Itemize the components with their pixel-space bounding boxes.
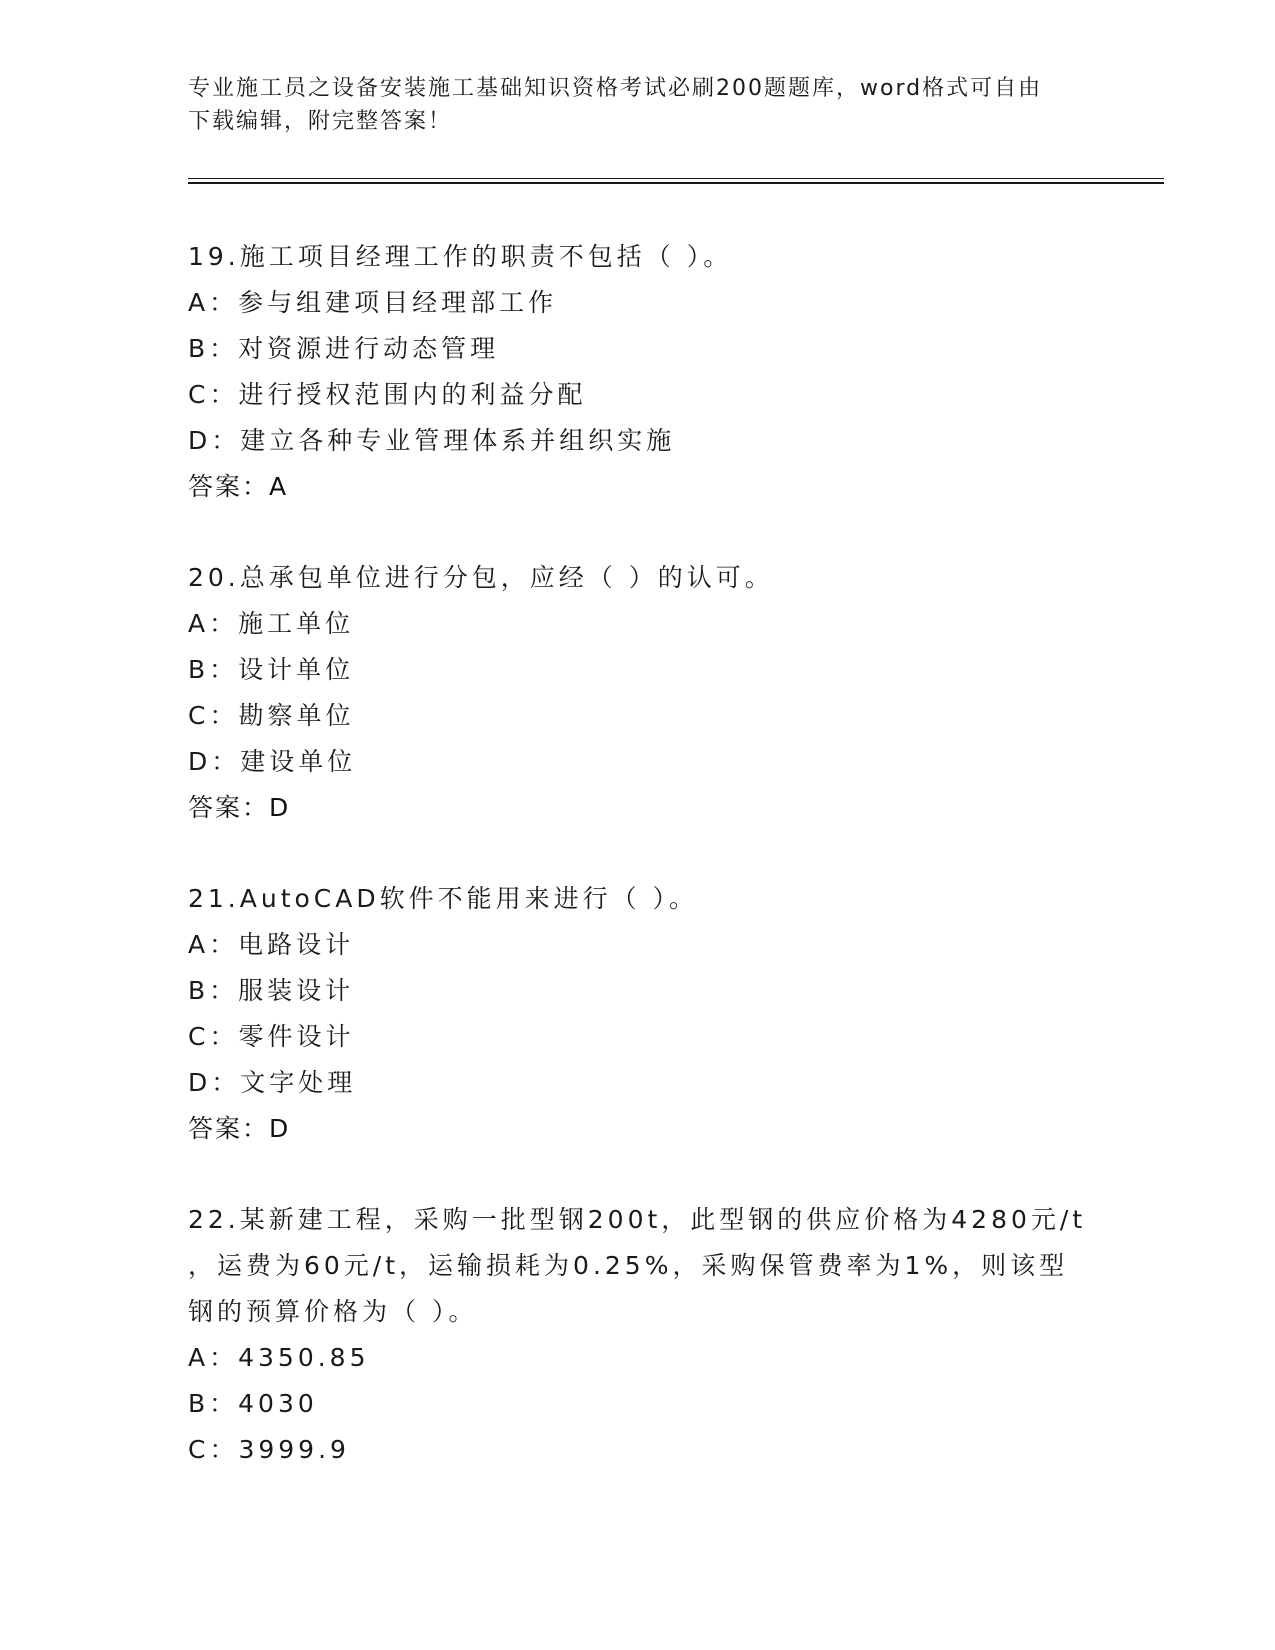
question-19: [188, 234, 1088, 510]
question-stem-line-2: ，运费为60元/t，运输损耗为0.25%，采购保管费率为1%，则该型: [188, 1251, 1069, 1280]
question-stem: 20.总承包单位进行分包，应经（ ）的认可。: [188, 563, 774, 592]
header-line-1: 专业施工员之设备安装施工基础知识资格考试必刷200题题库，word格式可自由: [188, 76, 1043, 101]
question-stem-line-1: 22.某新建工程，采购一批型钢200t，此型钢的供应价格为4280元/t: [188, 1205, 1087, 1234]
header-divider-bottom: [188, 182, 1164, 184]
answer-line: 答案：D: [188, 793, 291, 822]
option-a: A：参与组建项目经理部工作: [188, 288, 558, 317]
option-d: D：建设单位: [188, 747, 357, 776]
header-line-2: 下载编辑，附完整答案！: [188, 109, 453, 134]
option-b: B：设计单位: [188, 655, 355, 684]
question-stem-line-3: 钢的预算价格为（ ）。: [188, 1297, 478, 1326]
question-20: [188, 555, 1088, 831]
document-header: [188, 72, 1068, 138]
option-a: A：施工单位: [188, 609, 355, 638]
option-b: B：服装设计: [188, 976, 355, 1005]
answer-line: 答案：D: [188, 1114, 291, 1143]
question-22: [188, 1197, 1088, 1473]
option-a: A：4350.85: [188, 1343, 370, 1372]
option-b: B：4030: [188, 1389, 318, 1418]
question-list: [188, 234, 1088, 1518]
option-d: D：文字处理: [188, 1068, 357, 1097]
option-c: C：零件设计: [188, 1022, 355, 1051]
option-c: C：勘察单位: [188, 701, 355, 730]
option-a: A：电路设计: [188, 930, 355, 959]
option-d: D：建立各种专业管理体系并组织实施: [188, 426, 676, 455]
question-stem: 21.AutoCAD软件不能用来进行（ ）。: [188, 884, 699, 913]
option-c: C：进行授权范围内的利益分配: [188, 380, 587, 409]
option-b: B：对资源进行动态管理: [188, 334, 500, 363]
option-c: C：3999.9: [188, 1435, 350, 1464]
header-divider-top: [188, 178, 1164, 179]
answer-line: 答案：A: [188, 472, 289, 501]
question-21: [188, 876, 1088, 1152]
question-stem: 19.施工项目经理工作的职责不包括（ ）。: [188, 242, 733, 271]
